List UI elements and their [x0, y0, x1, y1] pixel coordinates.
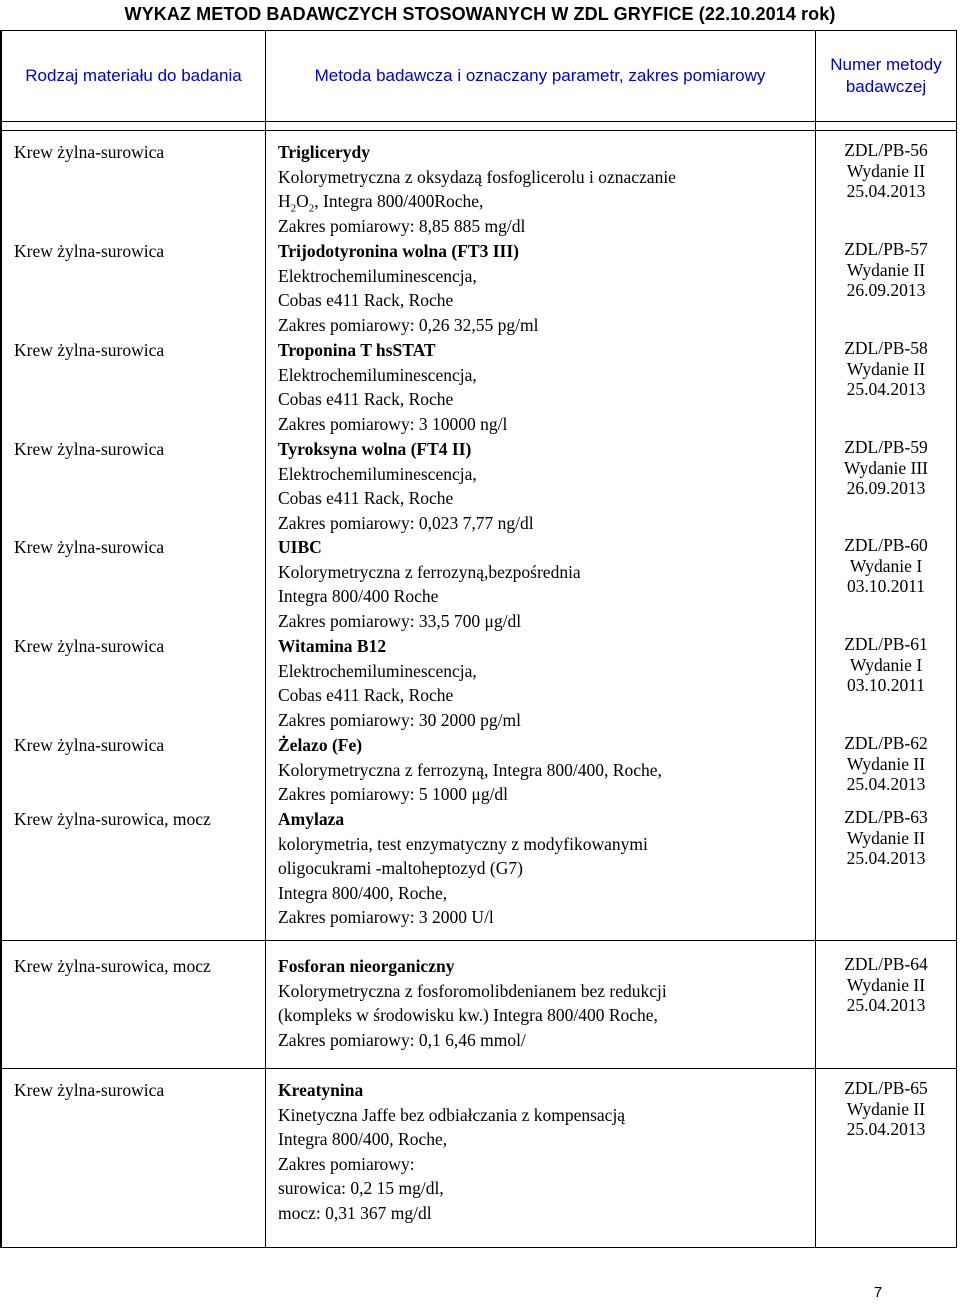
method-code: ZDL/PB-65 — [844, 1078, 928, 1098]
method-cell — [278, 535, 808, 633]
table-header — [2, 30, 956, 122]
method-detail: kolorymetria, test enzymatyczny z modyfikowanymi — [278, 833, 648, 854]
header-rule — [2, 130, 956, 131]
method-code: ZDL/PB-63 — [844, 807, 928, 827]
page-number: 7 — [873, 1284, 883, 1301]
method-number-cell — [815, 239, 957, 301]
edition: Wydanie II — [846, 1098, 926, 1119]
page-title: WYKAZ METOD BADAWCZYCH STOSOWANYCH W ZDL GRYFICE (22.10.2014 rok) — [124, 4, 836, 24]
method-detail: Kolorymetryczna z ferrozyną,bezpośrednia — [278, 561, 581, 582]
edition-date: 26.09.2013 — [846, 478, 926, 498]
material-cell: Krew żylna-surowica — [14, 636, 165, 656]
method-cell — [278, 954, 808, 1052]
method-detail: Integra 800/400, Roche, — [278, 882, 448, 903]
method-code: ZDL/PB-59 — [844, 437, 928, 457]
method-name: Żelazo (Fe) — [278, 735, 363, 755]
method-name: Kreatynina — [278, 1080, 364, 1100]
method-detail: Elektrochemiluminescencja, — [278, 364, 477, 385]
edition-date: 25.04.2013 — [846, 995, 926, 1015]
edition-date: 25.04.2013 — [846, 181, 926, 201]
method-detail: Cobas e411 Rack, Roche — [278, 488, 454, 509]
method-number-cell — [815, 634, 957, 696]
section-rule — [2, 1068, 956, 1069]
method-code: ZDL/PB-56 — [844, 140, 928, 160]
method-cell — [278, 239, 808, 337]
edition: Wydanie II — [846, 358, 926, 379]
edition: Wydanie II — [846, 259, 926, 280]
edition: Wydanie II — [846, 974, 926, 995]
method-detail: Elektrochemiluminescencja, — [278, 463, 477, 484]
material-cell: Krew żylna-surowica — [14, 439, 165, 459]
method-name: Troponina T hsSTAT — [278, 340, 436, 360]
method-name: UIBC — [278, 537, 322, 557]
method-number-cell — [815, 437, 957, 499]
method-detail: Cobas e411 Rack, Roche — [278, 685, 454, 706]
method-code: ZDL/PB-64 — [844, 954, 928, 974]
method-detail: Kolorymetryczna z oksydazą fosfoglicerolu i oznaczanie — [278, 166, 676, 187]
material-cell: Krew żylna-surowica, mocz — [14, 809, 211, 829]
method-detail: Kinetyczna Jaffe bez odbiałczania z kompensacją — [278, 1104, 626, 1125]
method-number-cell — [815, 954, 957, 1016]
method-name: Witamina B12 — [278, 636, 387, 656]
method-name: Amylaza — [278, 809, 345, 829]
edition: Wydanie II — [846, 160, 926, 181]
method-number-cell — [815, 807, 957, 869]
methods-table — [0, 30, 957, 1248]
edition-date: 25.04.2013 — [846, 774, 926, 794]
method-number-cell — [815, 535, 957, 597]
method-number-cell — [815, 338, 957, 400]
material-cell: Krew żylna-surowica — [14, 537, 165, 557]
method-detail: Integra 800/400, Roche, — [278, 1129, 448, 1150]
method-detail: Cobas e411 Rack, Roche — [278, 290, 454, 311]
method-detail: Kolorymetryczna z ferrozyną, Integra 800/400, Roche, — [278, 759, 662, 780]
material-cell: Krew żylna-surowica — [14, 340, 165, 360]
method-detail: Zakres pomiarowy: 0,26 32,55 pg/ml — [278, 314, 539, 335]
column-divider — [265, 30, 266, 1247]
method-detail: Zakres pomiarowy: 30 2000 pg/ml — [278, 709, 522, 730]
method-cell — [278, 140, 808, 238]
method-detail: (kompleks w środowisku kw.) Integra 800/400 Roche, — [278, 1005, 658, 1026]
method-code: ZDL/PB-61 — [844, 634, 928, 654]
method-detail: surowica: 0,2 15 mg/dl, — [278, 1178, 444, 1199]
edition: Wydanie III — [844, 457, 928, 478]
method-detail: oligocukrami -maltoheptozyd (G7) — [278, 858, 523, 879]
method-detail: Cobas e411 Rack, Roche — [278, 389, 454, 410]
material-cell: Krew żylna-surowica — [14, 1080, 165, 1100]
edition: Wydanie II — [846, 827, 926, 848]
method-code: ZDL/PB-57 — [844, 239, 928, 259]
edition-date: 25.04.2013 — [846, 379, 926, 399]
method-cell — [278, 437, 808, 535]
method-detail: Zakres pomiarowy: 3 2000 U/l — [278, 907, 494, 928]
material-cell: Krew żylna-surowica — [14, 142, 165, 162]
header-method: Metoda badawcza i oznaczany parametr, zakres pomiarowy — [314, 66, 766, 85]
method-number-cell — [815, 733, 957, 795]
method-detail: Zakres pomiarowy: 5 1000 μg/dl — [278, 784, 509, 805]
method-detail: Zakres pomiarowy: 33,5 700 μg/dl — [278, 610, 522, 631]
method-code: ZDL/PB-60 — [844, 535, 928, 555]
method-code: ZDL/PB-58 — [844, 338, 928, 358]
method-cell — [278, 634, 808, 732]
method-detail: Elektrochemiluminescencja, — [278, 660, 477, 681]
method-detail: Zakres pomiarowy: 8,85 885 mg/dl — [278, 215, 526, 236]
method-detail: Kolorymetryczna z fosforomolibdenianem bez redukcji — [278, 980, 667, 1001]
edition-date: 03.10.2011 — [846, 675, 926, 695]
method-detail: Zakres pomiarowy: 0,1 6,46 mmol/ — [278, 1029, 526, 1050]
method-detail: $H_2O_2$, Integra 800/400Roche, — [278, 191, 484, 215]
section-rule — [2, 940, 956, 941]
method-name: Triglicerydy — [278, 142, 371, 162]
edition-date: 25.04.2013 — [846, 848, 926, 868]
method-code: ZDL/PB-62 — [844, 733, 928, 753]
material-cell: Krew żylna-surowica — [14, 735, 165, 755]
method-detail: Zakres pomiarowy: — [278, 1153, 415, 1174]
method-cell — [278, 1078, 808, 1226]
method-detail: Elektrochemiluminescencja, — [278, 265, 477, 286]
material-cell: Krew żylna-surowica, mocz — [14, 956, 211, 976]
edition-date: 03.10.2011 — [846, 576, 926, 596]
edition-date: 26.09.2013 — [846, 280, 926, 300]
edition-date: 25.04.2013 — [846, 1119, 926, 1139]
method-cell — [278, 733, 808, 807]
edition: Wydanie II — [846, 753, 926, 774]
method-detail: Integra 800/400 Roche — [278, 586, 439, 607]
edition: Wydanie I — [849, 555, 923, 576]
header-material: Rodzaj materiału do badania — [25, 66, 242, 85]
method-number-cell — [815, 140, 957, 202]
method-detail: mocz: 0,31 367 mg/dl — [278, 1202, 432, 1223]
material-cell: Krew żylna-surowica — [14, 241, 165, 261]
method-number-cell — [815, 1078, 957, 1140]
method-detail: Zakres pomiarowy: 0,023 7,77 ng/dl — [278, 512, 534, 533]
edition: Wydanie I — [849, 654, 923, 675]
header-number: Numer metody badawczej — [830, 55, 942, 96]
method-name: Tyroksyna wolna (FT4 II) — [278, 439, 472, 459]
method-name: Trijodotyronina wolna (FT3 III) — [278, 241, 519, 261]
method-name: Fosforan nieorganiczny — [278, 956, 455, 976]
method-detail: Zakres pomiarowy: 3 10000 ng/l — [278, 413, 508, 434]
method-cell — [278, 807, 808, 930]
method-cell — [278, 338, 808, 436]
